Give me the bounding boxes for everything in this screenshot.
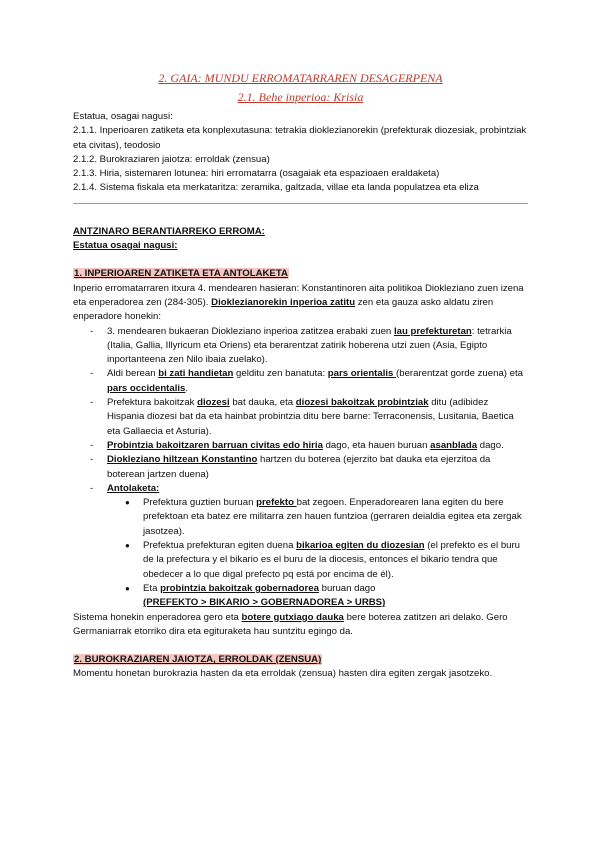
sublist-item bbox=[103, 582, 528, 611]
s1-intro bbox=[73, 282, 528, 325]
emphasis: botere gutxiago dauka bbox=[241, 611, 344, 623]
section-heading: ANTZINARO BERANTIARREKO ERROMA: bbox=[73, 225, 265, 237]
text-run: Sistema honekin enperadorea gero eta bbox=[73, 611, 242, 623]
antolaketa-sublist bbox=[107, 496, 528, 610]
list-item bbox=[73, 325, 528, 368]
text-run: ditu (adibidez Hispania diozesi bat da eta hainbat probintzia ditu bere barne: Terraconensis, Lusitania, Baetica eta Gallaecia et Asturia). bbox=[107, 397, 514, 437]
toc-line: Estatua, osagai nagusi: bbox=[73, 111, 173, 122]
text-run: (el prefekto es el buru de la prefectura y el bikario es el buru de la diocesis, entonces el bikario tendra que obedecer a lo que digal prefecto pq está por encima de él). bbox=[143, 540, 521, 580]
hierarchy-chain: (PREFEKTO > BIKARIO > GOBERNADOREA > URBS) bbox=[143, 597, 386, 609]
list-item bbox=[73, 453, 528, 482]
document-subtitle: 2.1. Behe inperioa: Krisia bbox=[237, 90, 364, 104]
divider bbox=[73, 203, 528, 204]
emphasis: Probintzia bakoitzaren barruan civitas edo hiria bbox=[107, 439, 323, 451]
list-item bbox=[73, 367, 528, 396]
text-run: . bbox=[185, 382, 189, 394]
emphasis: Diokleziano hiltzean Konstantino bbox=[107, 454, 258, 466]
text-run: Inperio erromatarraren itxura 4. mendearen hasieran: Konstantinoren aita politikoa Diokleziano zuen izena eta enperadorea zen (284-305). bbox=[73, 282, 524, 308]
text-run: zen eta gauza asko aldatu ziren enperadore honekin: bbox=[73, 296, 494, 323]
list-item bbox=[73, 439, 528, 453]
text-run: bat dauka, eta bbox=[229, 397, 296, 409]
text-run: buruan dago bbox=[318, 582, 376, 594]
emphasis: lau prefekturetan bbox=[393, 325, 472, 337]
text-run: 3. mendearen bukaeran Diokleziano inperioa zatitzea erabaki zuen bbox=[107, 325, 394, 337]
list-item bbox=[73, 396, 528, 439]
emphasis: diozesi bakoitzak probintziak bbox=[295, 397, 429, 409]
toc-line: 2.1.3. Hiria, sistemaren lotunea: hiri erromatarra (osagaiak eta espazioaen eraldaketa) bbox=[73, 168, 440, 180]
document-title: 2. GAIA: MUNDU ERROMATARRAREN DESAGERPENA bbox=[158, 71, 443, 85]
text-run: gelditu zen banatuta: bbox=[233, 368, 328, 380]
text-run: Prefektura bakoitzak bbox=[107, 397, 198, 409]
emphasis: Antolaketa: bbox=[107, 482, 160, 494]
emphasis: prefekto bbox=[256, 497, 297, 509]
emphasis: pars occidentalis bbox=[107, 382, 186, 394]
section-subheading: Estatua osagai nagusi: bbox=[73, 240, 178, 252]
emphasis: asanblada bbox=[430, 439, 478, 451]
text-run: bere boterea zatitzen ari delako. Gero Germaniarrak etorriko dira eta egituraketa hau suntzitu egingo da. bbox=[73, 611, 508, 637]
text-run: dago. bbox=[477, 439, 504, 451]
toc-block bbox=[73, 110, 528, 196]
text-run: Prefektura guztien buruan bbox=[143, 497, 257, 509]
s1-heading: 1. INPERIOAREN ZATIKETA ETA ANTOLAKETA bbox=[74, 268, 288, 280]
document-page bbox=[73, 70, 528, 682]
emphasis: diozesi bbox=[197, 397, 230, 409]
emphasis: pars orientalis bbox=[327, 368, 397, 380]
text-run: : tetrarkia (Italia, Gallia, Illyricum eta Oriens) eta berarentzat zatirik hoberena utzi zuen (Asia, Egipto inportanteena zen Nilo ibaia zuelako). bbox=[107, 325, 512, 366]
text-run: hartzen du boterea (ejerzito bat dauka eta ejerzitoa da boterean jartzen duena) bbox=[107, 454, 491, 480]
emphasis: bi zati handietan bbox=[158, 368, 234, 380]
text-run: Eta bbox=[143, 582, 161, 594]
text-run: dago, eta hauen buruan bbox=[322, 439, 431, 451]
s2-heading-line bbox=[73, 653, 528, 667]
s2-heading: 2. BUROKRAZIAREN JAIOTZA, ERROLDAK (ZENSUA) bbox=[74, 654, 322, 666]
emphasis: probintzia bakoitzak gobernadorea bbox=[160, 582, 319, 594]
emphasis: bikarioa egiten du diozesian bbox=[296, 540, 425, 552]
list-item bbox=[73, 482, 528, 611]
text-run: (berarentzat gorde zuena) eta bbox=[396, 368, 523, 380]
s2-text: Momentu honetan burokrazia hasten da eta erroldak (zensua) hasten dira egiten zergak jasotzeko. bbox=[73, 668, 493, 680]
s1-closing bbox=[73, 611, 528, 640]
toc-line: 2.1.2. Burokraziaren jaiotza: erroldak (zensua) bbox=[73, 153, 270, 165]
s1-heading-line bbox=[73, 267, 528, 281]
text-run: bat zegoen. Enperadorearen lana egiten du bere prefektoan eta batez ere militarra zen hauen funtzioa (gerraren deialdia egitea eta zergak jasotzea). bbox=[143, 497, 522, 537]
toc-line: 2.1.4. Sistema fiskala eta merkataritza: zeramika, galtzada, villae eta landa populatzea eta eliza bbox=[73, 182, 479, 194]
text-run: Aldi berean bbox=[107, 368, 159, 380]
sublist-item bbox=[103, 539, 528, 582]
sublist-item bbox=[103, 496, 528, 539]
emphasis: Dioklezianorekin inperioa zatitu bbox=[211, 296, 356, 308]
s1-list bbox=[73, 325, 528, 611]
text-run: Prefektua prefekturan egiten duena bbox=[143, 540, 297, 552]
toc-line: 2.1.1. Inperioaren zatiketa eta konplexutasuna: tetrakia dioklezianorekin (prefekturak diozesiak, probintziak eta civitas), teodosio bbox=[73, 125, 527, 151]
